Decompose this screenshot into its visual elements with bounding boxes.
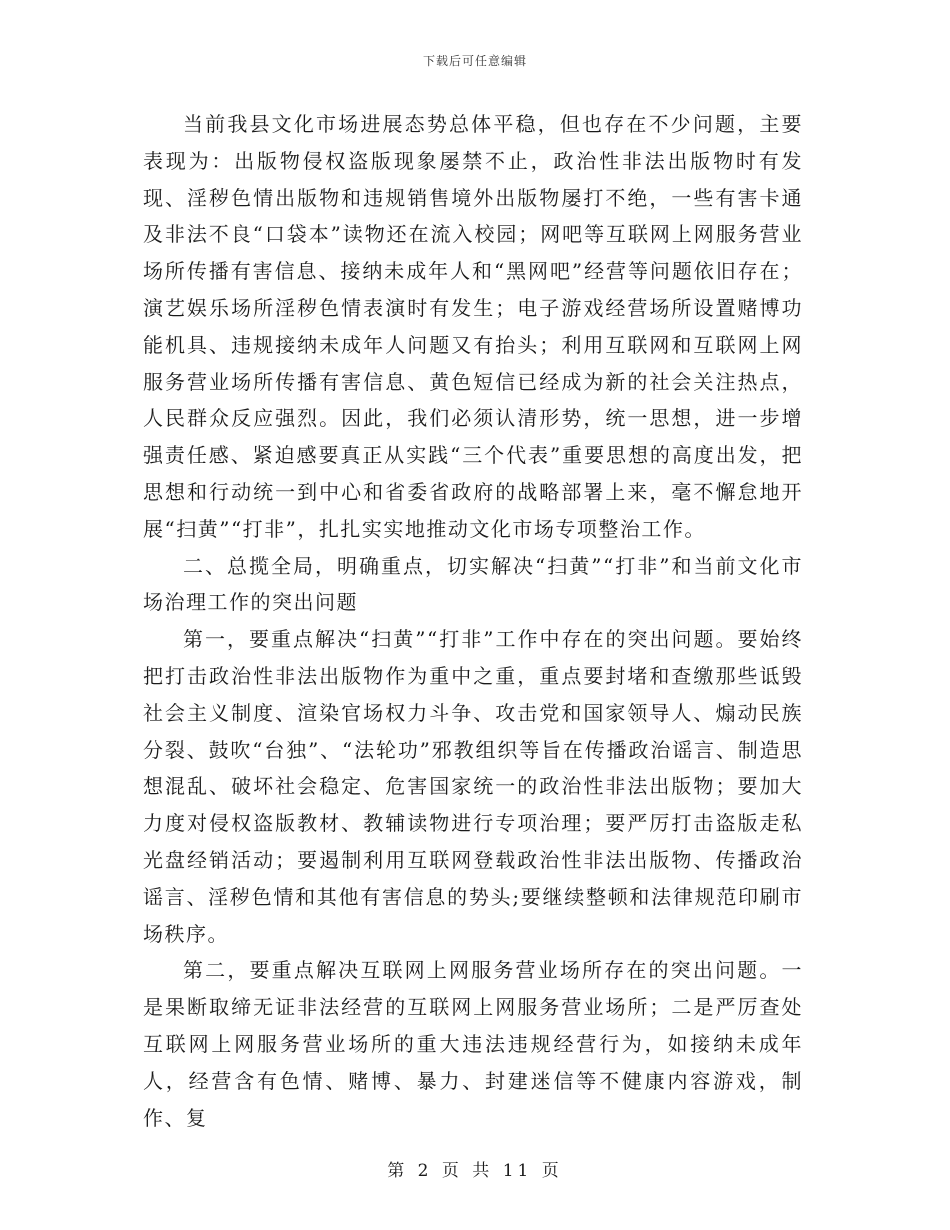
section-heading-2: 二、总揽全局，明确重点，切实解决“扫黄”“打非”和当前文化市场治理工作的突出问题 (143, 553, 803, 615)
paragraph-point-2: 第二，要重点解决互联网上网服务营业场所存在的突出问题。一是果断取缔无证非法经营的互联网上网服务营业场所；二是严厉查处互联网上网服务营业场所的重大违法违规经营行为，如接纳未成年人，经营含有色情、赌博、暴力、封建迷信等不健康内容游戏，制作、复 (143, 958, 803, 1130)
paragraph-point-1: 第一，要重点解决“扫黄”“打非”工作中存在的突出问题。要始终把打击政治性非法出版物作为重中之重，重点要封堵和查缴那些诋毁社会主义制度、渲染官场权力斗争、攻击党和国家领导人、煽动民族分裂、鼓吹“台独”、“法轮功”邪教组织等旨在传播政治谣言、制造思想混乱、破坏社会稳定、危害国家统一的政治性非法出版物；要加大力度对侵权盗版教材、教辅读物进行专项治理；要严厉打击盗版走私光盘经销活动；要遏制利用互联网登载政治性非法出版物、传播政治谣言、淫秽色情和其他有害信息的势头;要继续整顿和法律规范印刷市场秩序。 (143, 627, 803, 946)
document-body (143, 106, 803, 1136)
paragraph-situation: 当前我县文化市场进展态势总体平稳，但也存在不少问题，主要表现为：出版物侵权盗版现象屡禁不止，政治性非法出版物时有发现、淫秽色情出版物和违规销售境外出版物屡打不绝，一些有害卡通及非法不良“口袋本”读物还在流入校园；网吧等互联网上网服务营业场所传播有害信息、接纳未成年人和“黑网吧”经营等问题依旧存在；演艺娱乐场所淫秽色情表演时有发生；电子游戏经营场所设置赌博功能机具、违规接纳未成年人问题又有抬头；利用互联网和互联网上网服务营业场所传播有害信息、黄色短信已经成为新的社会关注热点，人民群众反应强烈。因此，我们必须认清形势，统一思想，进一步增强责任感、紧迫感要真正从实践“三个代表”重要思想的高度出发，把思想和行动统一到中心和省委省政府的战略部署上来，毫不懈怠地开展“扫黄”“打非”，扎扎实实地推动文化市场专项整治工作。 (143, 112, 803, 541)
page-header: 下载后可任意编辑 (422, 54, 527, 68)
page-number: 第 2 页 共 11 页 (387, 1161, 563, 1181)
